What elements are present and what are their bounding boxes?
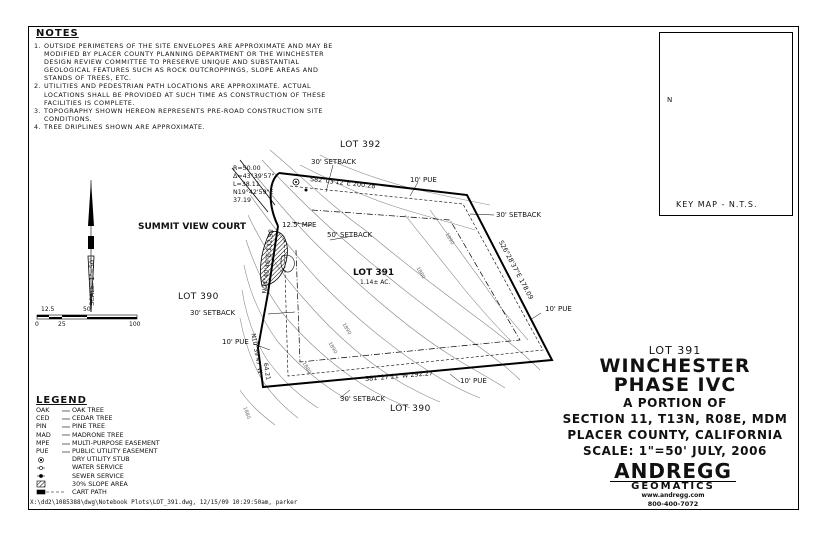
note-number: 2.	[34, 82, 42, 91]
scale-tick-label: 50	[83, 306, 91, 313]
lot-area-label: 1.14± AC.	[360, 279, 391, 286]
legend-abbr: PUE	[36, 446, 49, 455]
legend-abbr: OAK	[36, 406, 50, 414]
legend-text: PUBLIC UTILITY EASEMENT	[72, 446, 158, 455]
title-line-3: PLACER COUNTY, CALIFORNIA	[567, 428, 783, 442]
top-bearing-label: S82°03'12"E 200.28	[309, 175, 376, 191]
scale-bar-seg	[37, 315, 49, 317]
company-phone: 800-400-7072	[647, 500, 699, 508]
legend-abbr: MAD	[36, 430, 51, 439]
setback-label: 30' SETBACK	[190, 309, 236, 317]
pue-label: 10' PUE	[410, 176, 437, 184]
legend-text: 30% SLOPE AREA	[72, 479, 128, 488]
contour-label: 1890	[443, 231, 456, 247]
notes-title: NOTES	[36, 28, 79, 39]
curve-length: L=38.11	[233, 181, 260, 188]
scale-label: SCALE: 1"=50'	[87, 258, 96, 306]
scale-bar-seg	[62, 315, 87, 317]
setback-label: 30' SETBACK	[311, 158, 357, 166]
lot-boundary	[258, 173, 552, 387]
company-web: www.andregg.com	[641, 492, 705, 499]
legend-text: CART PATH	[72, 487, 107, 496]
note-number: 3.	[34, 106, 42, 115]
setback-label: 30' SETBACK	[340, 395, 386, 403]
boundary-line	[258, 173, 552, 387]
scale-tick-label: 0	[35, 321, 39, 328]
leader-lines	[254, 165, 541, 398]
right-bearing-label: S26°28'37"E 178.09	[496, 239, 535, 301]
legend-text: DRY UTILITY STUB	[72, 455, 130, 464]
note-text: OUTSIDE PERIMETERS OF THE SITE ENVELOPES ARE APPROXIMATE AND MAY BE MODIFIED BY PLACER COUNTY PLANNING DEPARTMENT OR THE WINCHESTER DESIGN REVIEW COMMITTEE TO PRESERVE UNIQUE AND SUBSTANTIAL GEOLOGICAL FEATURES SUCH AS ROCK OUTCROPPINGS, SLOPE AREAS AND STANDS OF TREES, ETC.	[44, 42, 333, 83]
legend-row	[36, 406, 160, 414]
bottom-bearing-label: S81°27'21"W 292.27	[364, 369, 434, 383]
lot-391-label: LOT 391	[353, 268, 395, 278]
title-name-2: PHASE IVC	[613, 374, 737, 396]
legend-row	[36, 422, 160, 430]
legend-abbr: PIN	[36, 422, 47, 431]
utility-stub-dot	[295, 181, 297, 183]
note-number: 1.	[34, 42, 42, 50]
setback-label: 30' SETBACK	[496, 211, 542, 219]
keymap-label: KEY MAP - N.T.S.	[676, 200, 758, 209]
curve-chord: 37.19	[233, 197, 252, 204]
company-name: ANDREGG	[614, 459, 732, 483]
keymap-north-label: N	[667, 96, 673, 104]
pue-label: 10' PUE	[545, 305, 572, 313]
legend-text: MADRONE TREE	[72, 430, 124, 439]
legend-row	[36, 480, 160, 488]
curve-delta: Δ=43°39'57"	[233, 173, 275, 180]
leader	[470, 214, 494, 215]
title-lot: LOT 391	[648, 344, 702, 357]
legend-row	[36, 463, 160, 471]
company-sub: GEOMATICS	[610, 481, 736, 492]
leader	[268, 312, 295, 314]
legend-list	[36, 406, 160, 496]
scale-tick-label: 25	[58, 321, 66, 328]
pue-label: 10' PUE	[460, 377, 487, 385]
legend-row	[36, 447, 160, 455]
scale-bar-seg	[87, 317, 137, 319]
legend-abbr: CED	[36, 414, 50, 423]
title-line-4: SCALE: 1"=50' JULY, 2006	[583, 444, 767, 458]
contour-label: 1890	[326, 340, 339, 356]
title-line-2: SECTION 11, T13N, R08E, MDM	[562, 412, 788, 426]
curve-radius: R=50.00	[233, 165, 261, 172]
legend-text: PINE TREE	[72, 422, 106, 431]
legend-row	[36, 414, 160, 422]
curve-data	[233, 165, 274, 205]
company-logo	[604, 461, 742, 508]
left-small-dist-label: 64.21	[261, 362, 272, 381]
utility-stub-dot	[305, 189, 308, 192]
curve-bearing: N19°42'59"E	[233, 189, 274, 196]
contour-label: 1880	[241, 405, 252, 421]
title-block	[555, 340, 795, 459]
legend-text: SEWER SERVICE	[72, 471, 124, 480]
lot-390-left-label: LOT 390	[178, 292, 219, 302]
title-name-1: WINCHESTER	[599, 355, 751, 377]
leader	[450, 374, 460, 382]
legend-row	[36, 488, 160, 496]
legend-row	[36, 431, 160, 439]
leader	[530, 313, 541, 320]
lot-390-bottom-label: LOT 390	[390, 404, 431, 414]
legend-row	[36, 455, 160, 463]
setback-50-label: 50' SETBACK	[327, 231, 373, 239]
legend-row	[36, 439, 160, 447]
scale-tick-label: 12.5	[41, 306, 55, 313]
legend-text: MULTI-PURPOSE EASEMENT	[72, 438, 160, 447]
legend-title: LEGEND	[36, 395, 87, 406]
legend-text: OAK TREE	[72, 406, 104, 414]
scale-bar	[37, 315, 137, 319]
title-line-1: A PORTION OF	[623, 396, 727, 410]
left-bearing-label: N04°40'46"E 132.90	[261, 229, 276, 294]
lot-392-label: LOT 392	[340, 140, 381, 150]
note-text: TREE DRIPLINES SHOWN ARE APPROXIMATE.	[44, 122, 206, 131]
legend-row	[36, 472, 160, 480]
legend-text: CEDAR TREE	[72, 414, 113, 423]
note-text: TOPOGRAPHY SHOWN HEREON REPRESENTS PRE-ROAD CONSTRUCTION SITE CONDITIONS.	[44, 106, 323, 123]
street-name-label: SUMMIT VIEW COURT	[138, 222, 247, 232]
mpe-label: 12.5' MPE	[282, 221, 317, 229]
scale-tick-label: 100	[129, 321, 141, 328]
pue-label: 10' PUE	[222, 338, 249, 346]
file-path: X:\dd2\1085388\dwg\Notebook Plots\LOT_391.dwg, 12/15/09 10:29:50am, parker	[30, 499, 298, 506]
contour-label: 1890	[340, 321, 353, 337]
legend-abbr: MPE	[36, 438, 50, 447]
key-map	[659, 32, 793, 216]
left-small-bearing-label: N10°39'47"W	[249, 332, 264, 375]
contour-label: 1880	[300, 360, 313, 376]
scale-bar-seg	[49, 317, 62, 319]
legend-text: WATER SERVICE	[72, 463, 124, 472]
contour-lines	[240, 150, 540, 425]
contour-label: 1880	[414, 265, 427, 281]
note-text: UTILITIES AND PEDESTRIAN PATH LOCATIONS ARE APPROXIMATE. ACTUAL LOCATIONS SHALL BE PROVIDED AT SUCH TIME AS CONSTRUCTION OF THESE FACILITIES IS COMPLETE.	[44, 82, 326, 107]
note-number: 4.	[34, 122, 42, 131]
